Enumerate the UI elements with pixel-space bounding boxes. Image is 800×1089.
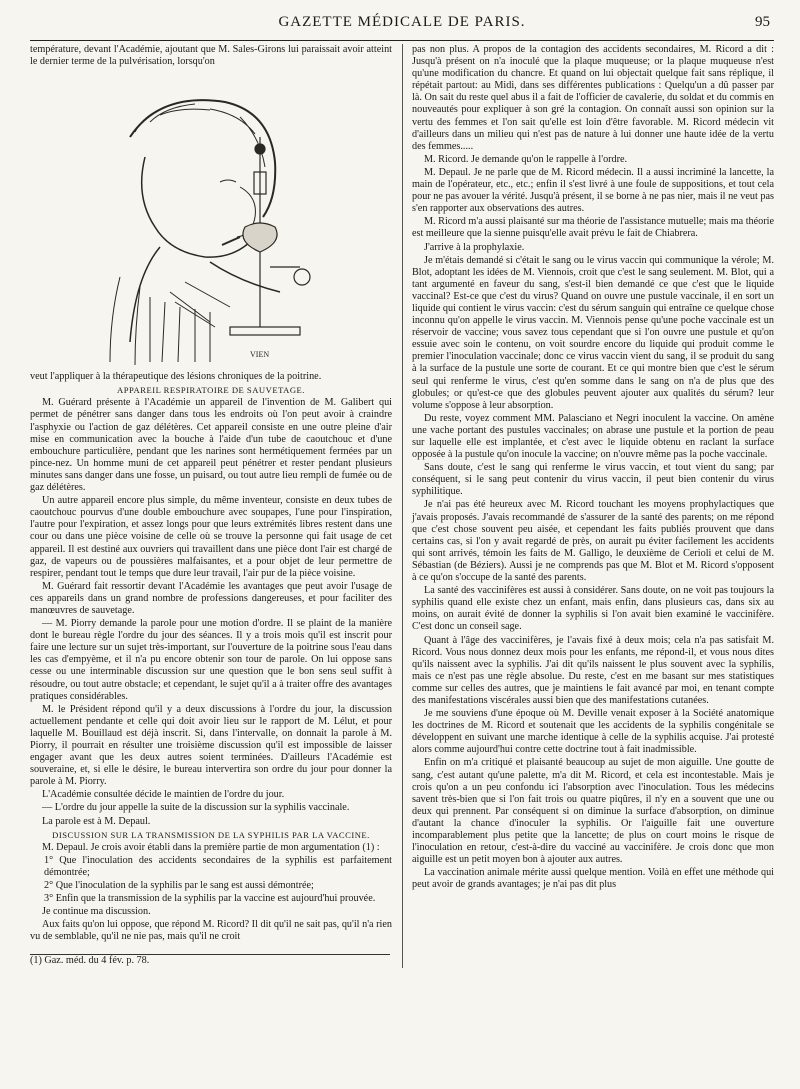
list-item: 1° Que l'inoculation des accidents secondaires de la syphilis est parfaitement démontrée; — [44, 854, 392, 878]
paragraph: Je me souviens d'une époque où M. Deville venait exposer à la Société anatomique les doctrines de M. Ricord et soutenait que les accidents de la syphilis congénitale se développent en suivant une marche identique à celle de la syphilis acquise. J'ai protesté alors comme aujourd'hui contre cette doctrine tout à fait inadmissible. — [412, 708, 774, 756]
man-with-apparatus-engraving — [90, 77, 316, 367]
paragraph: La parole est à M. Depaul. — [42, 815, 151, 827]
illustration-figure — [90, 77, 316, 367]
paragraph: Du reste, voyez comment MM. Palasciano et Negri inoculent la vaccine. On amène une vache portant des pustules vaccinales; on abrase une pustule et la portion de peau sur laquelle elle est implantée, et c'est avec le liquide obtenu en raclant la surface opposée à la pustule qu'on inocule la vaccine; on n'ouvre même pas la poche vaccinale. — [412, 412, 774, 461]
paragraph: — L'ordre du jour appelle la suite de la discussion sur la syphilis vaccinale. — [42, 802, 350, 814]
list-item: 3° Enfin que la transmission de la syphilis par la vaccine est aujourd'hui prouvée. — [44, 893, 376, 905]
two-column-body — [30, 44, 774, 968]
paragraph: M. Depaul. Je crois avoir établi dans la première partie de mon argumentation (1) : — [42, 841, 380, 853]
list-item: 2° Que l'inoculation de la syphilis par le sang est aussi démontrée; — [44, 880, 314, 892]
engraver-signature: VIEN — [250, 350, 270, 360]
footnote: (1) Gaz. méd. du 4 fév. p. 78. — [30, 954, 150, 966]
paragraph: veut l'appliquer à la thérapeutique des lésions chroniques de la poitrine. — [30, 371, 322, 383]
paragraph: Sans doute, c'est le sang qui renferme le virus vaccin, et tout vient du sang; par conséquent, si le sang peut contenir du virus vaccin, il peut bien contenir du virus syphilitique. — [412, 462, 774, 498]
header-rule — [30, 40, 774, 41]
paragraph: Je continue ma discussion. — [42, 906, 151, 918]
running-head: GAZETTE MÉDICALE DE PARIS. — [278, 14, 526, 30]
paragraph: Quant à l'âge des vaccinifères, je l'avais fixé à deux mois; cela n'a pas satisfait M. Ricord. Vous nous donnez deux mois pour les enfants, me répond-il, et vous nous dites qu'ils naissent avec la syphilis. J'ai dit qu'ils naissent le plus souvent avec la syphilis, mais ce n'est pas une règle absolue. Du reste, c'est en me basant sur mes statistiques comme sur celles des autres, que je maintiens le fait avancé par moi, en tenant compte des manifestations viscérales aussi bien que des manifestations cutanées. — [412, 634, 774, 706]
paragraph: Je n'ai pas été heureux avec M. Ricord touchant les moyens prophylactiques que j'avais proposés. J'avais recommandé de s'assurer de la santé des parents; on me répond que c'est chose souvent peu aisée, et cependant les faits publiés prouvent que dans certains cas, si l'on y avait regardé de près, on aurait pu éviter facilement les accidents qui sont arrivés, témoin les faits de M. Galligo, le deuxième de Cerioli et celui de M. Sébastian (de Béziers). Aussi je ne comprends pas que M. Blot et M. Ricord s'opposent à ce qu'on s'occupe de la santé des parents. — [412, 499, 774, 584]
paragraph: M. le Président répond qu'il y a deux discussions à l'ordre du jour, la discussion actuellement pendante et celle qui doit avoir lieu sur le rapport de M. Lélut, et pour laquelle M. Bouillaud est déjà inscrit. Si, dans l'intervalle, on donnait la parole à M. Piorry, il pourrait en résulter une troisième discussion qu'il est impossible de laisser engager avant que les deux autres soient terminées. D'ailleurs l'Académie est souveraine, et, si elle le désire, le bureau intervertira son ordre du jour pour donner la parole à M. Piorry. — [30, 703, 392, 788]
paragraph: J'arrive à la prophylaxie. — [424, 241, 525, 253]
section-title: APPAREIL RESPIRATOIRE DE SAUVETAGE. — [117, 385, 305, 396]
paragraph: M. Guérard présente à l'Académie un appareil de l'invention de M. Galibert qui permet de pénétrer sans danger dans tous les endroits où l'on peut avoir à craindre l'asphyxie ou l'action de gaz délétères. Cet appareil consiste en une outre pleine d'air mise en communication avec la bouche à l'aide d'un tube de caoutchouc et d'une embouchure particulière, pendant que les narines sont hermétiquement fermées par un pince-nez. Un homme muni de cet appareil peut pénétrer et rester pendant plusieurs minutes sans danger dans une fosse, un puisard, ou tout autre lieu rempli de fumée ou de gaz délétères. — [30, 397, 392, 494]
paragraph: M. Ricord. Je demande qu'on le rappelle à l'ordre. — [424, 153, 628, 165]
paragraph: Un autre appareil encore plus simple, du même inventeur, consiste en deux tubes de caoutchouc pourvus d'une double embouchure avec soupapes, l'une pour l'inspiration, l'autre pour l'expiration, et assez longs pour que leurs extrémités libres restent dans une cour ou dans une pièce voisine de celle où se trouve la personne qui fait usage de cet appareil. Il est destiné aux ouvriers qui travaillent dans une pièce dont l'air est chargé de gaz, de vapeurs ou de poussières malfaisantes, et a pour objet de leur permettre de respirer, pendant tout le temps que dure leur travail, l'air pur de la pièce voisine. — [30, 495, 392, 579]
page-header — [30, 8, 774, 38]
paragraph: pas non plus. A propos de la contagion des accidents secondaires, M. Ricord a dit : Jusqu'à présent on n'a inoculé que la plaque muqueuse; or la plaque muqueuse n'est qu'une modification du chancre. Et quand on lui objectait quelque fait sans réplique, il répétait partout: au Midi, dans ses différentes publications : Quelqu'un a dû passer par là. On sait du reste quel abus il a fait de l'officier de cavalerie, du soldat et du commis en nouveautés pour expliquer à son gré la contagion. On connaît aussi son opinion sur la vertu des femmes et l'on sait qu'elle est loin d'être favorable. M. Ricord médecin vit d'ailleurs dans un milieu qui n'est pas de nature à lui donner une haute idée de la vertu des femmes..... — [412, 44, 774, 152]
paragraph: température, devant l'Académie, ajoutant que M. Sales-Girons lui paraissait avoir atteint le dernier terme de la pulvérisation, lorsqu'on — [30, 44, 392, 68]
left-column — [30, 44, 392, 968]
paragraph: M. Guérard fait ressortir devant l'Académie les avantages que peut avoir l'usage de ces appareils dans un grand nombre de professions dangereuses, et pour faciliter des manœuvres de sauvetage. — [30, 580, 392, 616]
paragraph: Je m'étais demandé si c'était le sang ou le virus vaccin qui communique la vérole; M. Blot, adoptant les idées de M. Viennois, croit que c'est le sang seulement. M. Blot, qui a tant argumenté en faveur du sang, s'est-il bien demandé ce que c'est que le liquide vaccinal? Est-ce que c'est du virus? Quand on ouvre une pustule vaccinale, il en sort un liquide qui contient le virus vaccin: c'est du sérum sanguin qui entraîne ce quelque chose inconnu qu'on appelle le virus vaccin. M. Viennois pense qu'une poche vaccinale est un réservoir de vaccine; vous savez tous cependant que si l'on ouvre une pustule et qu'on essuie avec soin le contenu, on voit sourdre encore du liquide qui produit comme le premier l'inoculation vaccinale; donc ce virus vaccin vient du sang, il se produit du sang à la surface de la pustule une sorte de courant. Et ce qui montre bien que c'est le sérum seul qui renferme le virus, c'est qu'en somme dans le sang on n'a de plus que des globules; or qu'est-ce que des globules peuvent ajouter aux qualités du sérum? leur volume s'oppose à leur absorption. — [412, 254, 774, 411]
paragraph: — M. Piorry demande la parole pour une motion d'ordre. Il se plaint de la manière dont le bureau règle l'ordre du jour des séances. Il y a trois mois qu'il est inscrit pour faire une lecture sur un sujet très-important, sur l'ouverture de la poitrine sous l'eau dans les cas d'empyème, et il n'a pu encore obtenir son tour de parole. On lui oppose sans cesse ou une interminable discussion sur une question que le bon sens seul suffit à résoudre, ou tout autre obstacle; et cependant, le sujet qu'il a à traiter offre des avantages pratiques considérables. — [30, 618, 392, 702]
paragraph: M. Ricord m'a aussi plaisanté sur ma théorie de l'assistance mutuelle; mais ma théorie est meilleure que la sienne puisqu'elle avait prévu le fait de Chiabrera. — [412, 216, 774, 240]
column-divider — [402, 44, 403, 968]
section-title: DISCUSSION SUR LA TRANSMISSION DE LA SYPHILIS PAR LA VACCINE. — [52, 829, 370, 840]
paragraph: La vaccination animale mérite aussi quelque mention. Voilà en effet une méthode qui peut avoir de grands avantages; je n'ai pas dit plus — [412, 867, 774, 891]
paragraph: Aux faits qu'on lui oppose, que répond M. Ricord? Il dit qu'il ne sait pas, qu'il n'a rien vu de semblable, qu'il ne nie pas, mais qu'il ne croit — [30, 919, 392, 943]
paragraph: Enfin on m'a critiqué et plaisanté beaucoup au sujet de mon aiguille. Une goutte de sang, c'est autant qu'une palette, m'a dit M. Ricord, et cela est incontestable. Mais je crois qu'on a un peu confondu ici l'absorption avec l'inoculation. Tous les médecins savent très-bien que si l'on fait trois ou quatre piqûres, il n'y en a souvent que une ou deux qui prennent. Par conséquent si on diminue la surface d'absorption, on diminue d'autant la chance d'inoculer la syphilis. Or l'aiguille fait une ouverture incomparablement plus petite que la lancette; de plus on court moins le risque de l'inoculation en retour, c'est-à-dire du vacciné au vaccinifère. Je crois donc que mon aiguille est un petit moyen bon à ajouter aux autres. — [412, 757, 774, 866]
paragraph: M. Depaul. Je ne parle que de M. Ricord médecin. Il a aussi incriminé la lancette, la main de l'opérateur, etc., etc.; enfin il s'est livré à une foule de suppositions, et tout cela pour ne pas avouer la vérité. Jusqu'à présent, il se borne à ne pas nier, mais il ne veut pas s'en rapporter aux observations des autres. — [412, 166, 774, 215]
paragraph: La santé des vaccinifères est aussi à considérer. Sans doute, on ne voit pas toujours la syphilis quand elle existe chez un enfant, mais enfin, dans plusieurs cas, dans six au moins, on aurait évité de donner la syphilis si l'on avait bien examiné le vaccinifère. C'est donc un conseil sage. — [412, 585, 774, 633]
paragraph: L'Académie consultée décide le maintien de l'ordre du jour. — [42, 789, 285, 801]
right-column — [412, 44, 774, 968]
page-number: 95 — [755, 14, 770, 30]
